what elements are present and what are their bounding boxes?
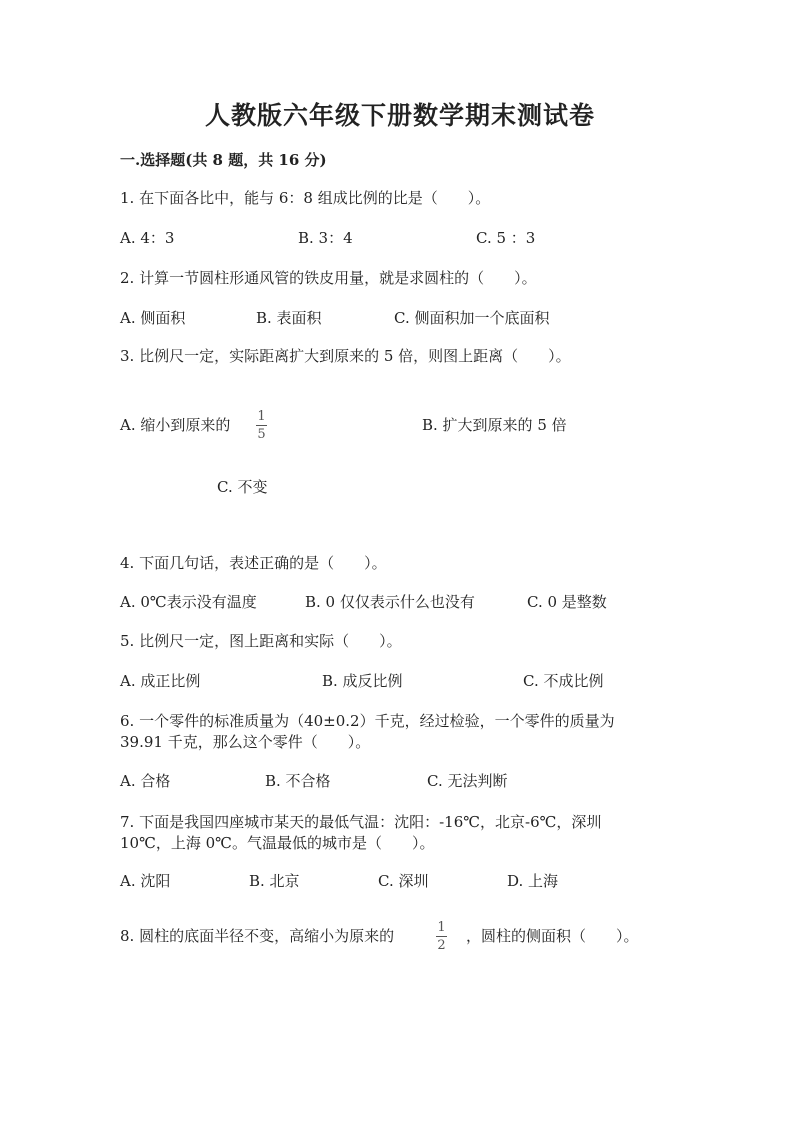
section-heading: 一.选择题(共 8 题，共 16 分) xyxy=(120,151,327,169)
question-1-option-c: C. 5 ：3 xyxy=(476,229,536,247)
question-5-stem: 5. 比例尺一定，图上距离和实际（ ）。 xyxy=(120,632,402,650)
question-7-option-a: A. 沈阳 xyxy=(120,872,171,890)
fraction-numerator: 1 xyxy=(257,409,266,424)
fraction-denominator: 2 xyxy=(437,938,446,953)
question-1-option-b: B. 3：4 xyxy=(298,229,353,247)
question-6-option-a: A. 合格 xyxy=(120,772,171,790)
question-6-stem-line1: 6. 一个零件的标准质量为（40±0.2）千克，经过检验，一个零件的质量为 xyxy=(120,712,615,730)
question-3-option-b: B. 扩大到原来的 5 倍 xyxy=(422,416,567,434)
question-7-stem-line1: 7. 下面是我国四座城市某天的最低气温：沈阳：-16℃，北京-6℃，深圳 xyxy=(120,813,602,831)
question-8-stem-before: 8. 圆柱的底面半径不变，高缩小为原来的 xyxy=(120,927,395,945)
question-3-option-c: C. 不变 xyxy=(217,478,268,496)
question-2-option-c: C. 侧面积加一个底面积 xyxy=(394,309,550,327)
fraction-denominator: 5 xyxy=(257,427,266,442)
question-3-option-a: A. 缩小到原来的 xyxy=(120,416,231,434)
question-4-option-a: A. 0℃表示没有温度 xyxy=(120,593,257,611)
question-1-option-a: A. 4：3 xyxy=(120,229,175,247)
question-8-stem-after: ，圆柱的侧面积（ ）。 xyxy=(466,927,639,945)
question-8-fraction xyxy=(436,920,447,953)
fraction-bar xyxy=(256,425,267,426)
question-2-option-a: A. 侧面积 xyxy=(120,309,186,327)
question-3-stem: 3. 比例尺一定，实际距离扩大到原来的 5 倍，则图上距离（ ）。 xyxy=(120,347,571,365)
question-3-fraction xyxy=(256,409,267,442)
question-4-option-c: C. 0 是整数 xyxy=(527,593,607,611)
question-2-option-b: B. 表面积 xyxy=(256,309,322,327)
fraction-bar xyxy=(436,936,447,937)
question-5-option-a: A. 成正比例 xyxy=(120,672,201,690)
question-6-option-c: C. 无法判断 xyxy=(427,772,508,790)
question-6-stem-line2: 39.91 千克，那么这个零件（ ）。 xyxy=(120,733,371,751)
question-6-option-b: B. 不合格 xyxy=(265,772,331,790)
question-7-option-c: C. 深圳 xyxy=(378,872,429,890)
question-4-stem: 4. 下面几句话，表述正确的是（ ）。 xyxy=(120,554,387,572)
fraction-numerator: 1 xyxy=(437,920,446,935)
question-7-option-b: B. 北京 xyxy=(249,872,300,890)
question-5-option-c: C. 不成比例 xyxy=(523,672,604,690)
question-2-stem: 2. 计算一节圆柱形通风管的铁皮用量，就是求圆柱的（ ）。 xyxy=(120,269,537,287)
question-1-stem: 1. 在下面各比中，能与 6：8 组成比例的比是（ ）。 xyxy=(120,189,491,207)
page-title: 人教版六年级下册数学期末测试卷 xyxy=(204,101,595,130)
question-7-option-d: D. 上海 xyxy=(507,872,559,890)
question-7-stem-line2: 10℃，上海 0℃。气温最低的城市是（ ）。 xyxy=(120,834,435,852)
question-4-option-b: B. 0 仅仅表示什么也没有 xyxy=(305,593,475,611)
question-5-option-b: B. 成反比例 xyxy=(322,672,403,690)
